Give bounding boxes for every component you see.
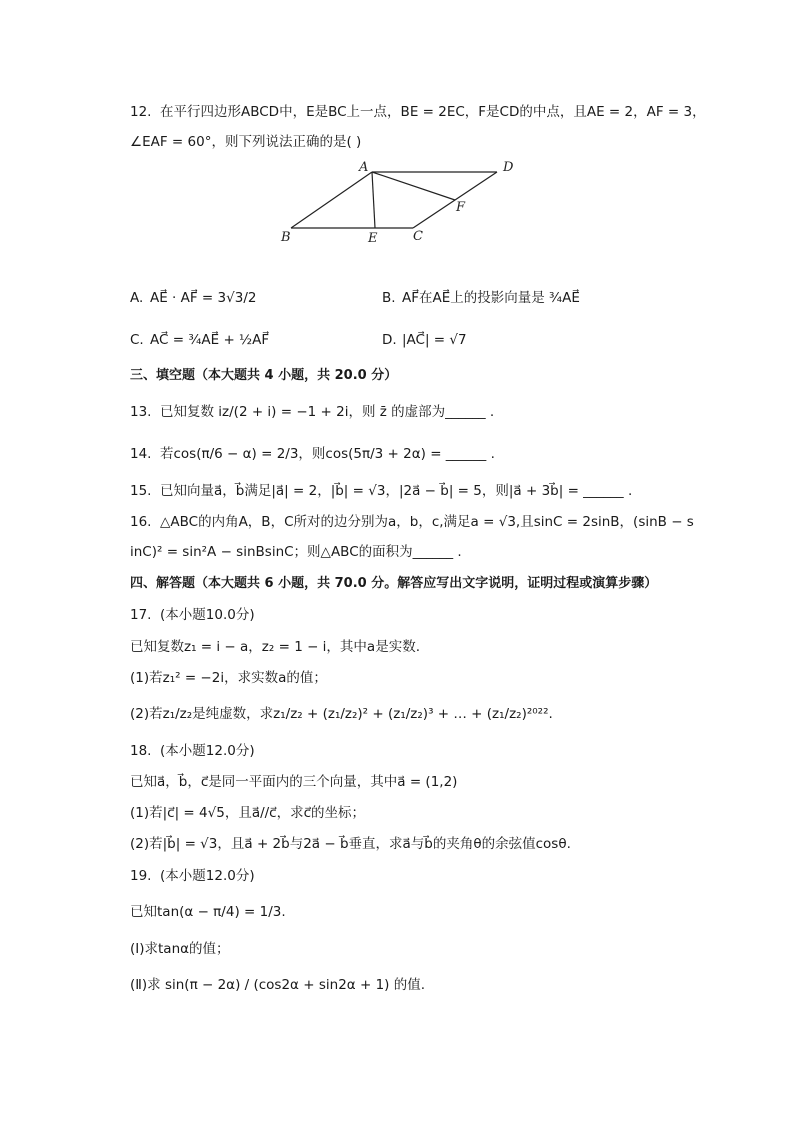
q15	[130, 481, 632, 501]
parallelogram-diagram	[270, 155, 530, 250]
q18-part2: (2)若|b⃗| = √3，且a⃗ + 2b⃗与2a⃗ − b⃗垂直，求a⃗与b⃗的夹角θ的余弦值cosθ.	[130, 836, 571, 852]
option-text: AF⃗在AE⃗上的投影向量是 ¾AE⃗	[402, 290, 580, 306]
q19-header	[130, 866, 255, 886]
q12-line2: ∠EAF = 60°，则下列说法正确的是( )	[130, 134, 362, 150]
q17-score: (本小题10.0分)	[160, 607, 255, 623]
edge-ab	[291, 172, 372, 228]
q18-part1: (1)若|c⃗| = 4√5，且a⃗//c⃗，求c⃗的坐标；	[130, 805, 366, 821]
option-text: AC⃗ = ¾AE⃗ + ½AF⃗	[150, 332, 270, 348]
label-e: E	[368, 231, 378, 246]
q12-option-c	[130, 330, 269, 350]
q14-text: 若cos(π/6 − α) = 2/3，则cos(5π/3 + 2α) = ______ .	[160, 446, 495, 462]
q13-text: 已知复数 iz/(2 + i) = −1 + 2i，则 z̄ 的虚部为______ .	[160, 404, 495, 420]
q17-part2: (2)若z₁/z₂是纯虚数，求z₁/z₂ + (z₁/z₂)² + (z₁/z₂)³ + … + (z₁/z₂)²⁰²².	[130, 706, 553, 722]
q17-part1: (1)若z₁² = −2i，求实数a的值；	[130, 670, 327, 686]
label-a: A	[359, 160, 369, 175]
q17-header	[130, 605, 255, 625]
section4-title: 四、解答题（本大题共 6 小题，共 70.0 分。解答应写出文字说明，证明过程或演算步骤）	[130, 576, 658, 591]
parallelogram-figure	[270, 155, 530, 250]
segment-ae	[372, 172, 375, 228]
q12-line1	[130, 102, 706, 122]
q16-line2: inC)² = sin²A − sinBsinC；则△ABC的面积为______ .	[130, 544, 462, 560]
q15-number: 15.	[130, 483, 152, 499]
option-text: |AC⃗| = √7	[402, 332, 467, 348]
q14	[130, 444, 495, 464]
option-letter: D.	[382, 332, 397, 348]
q15-text: 已知向量a⃗，b⃗满足|a⃗| = 2，|b⃗| = √3，|2a⃗ − b⃗| = 5，则|a⃗ + 3b⃗| = ______ .	[160, 483, 633, 499]
label-c: C	[413, 229, 423, 244]
segment-af	[372, 172, 455, 200]
q19-score: (本小题12.0分)	[160, 868, 255, 884]
q12-stem-line1: 在平行四边形ABCD中，E是BC上一点，BE = 2EC，F是CD的中点，且AE = 2，AF = 3，	[160, 104, 706, 120]
q16-stem-line1: △ABC的内角A，B，C所对的边分别为a，b，c,满足a = √3,且sinC = 2sinB，(sinB − s	[160, 514, 694, 530]
q18-stem: 已知a⃗，b⃗，c⃗是同一平面内的三个向量，其中a⃗ = (1,2)	[130, 774, 458, 790]
option-letter: B.	[382, 290, 396, 306]
q17-number: 17.	[130, 607, 152, 623]
q13-number: 13.	[130, 404, 152, 420]
q12-option-a	[130, 288, 256, 308]
q18-header	[130, 741, 255, 761]
q14-number: 14.	[130, 446, 152, 462]
q19-stem: 已知tan(α − π/4) = 1/3.	[130, 904, 286, 920]
q16-number: 16.	[130, 514, 152, 530]
q12-option-d	[382, 330, 467, 350]
q17-stem: 已知复数z₁ = i − a，z₂ = 1 − i，其中a是实数.	[130, 639, 420, 655]
q19-part2: (Ⅱ)求 sin(π − 2α) / (cos2α + sin2α + 1) 的值.	[130, 977, 426, 993]
option-letter: C.	[130, 332, 144, 348]
q19-number: 19.	[130, 868, 152, 884]
q19-part1: (Ⅰ)求tanα的值；	[130, 941, 230, 957]
option-letter: A.	[130, 290, 144, 306]
label-b: B	[281, 230, 291, 245]
q16-line1	[130, 512, 694, 532]
q18-number: 18.	[130, 743, 152, 759]
q18-score: (本小题12.0分)	[160, 743, 255, 759]
q13	[130, 402, 494, 422]
section3-title: 三、填空题（本大题共 4 小题，共 20.0 分）	[130, 368, 398, 383]
q12-number: 12.	[130, 104, 152, 120]
label-d: D	[503, 160, 514, 175]
option-text: AE⃗ · AF⃗ = 3√3/2	[150, 290, 257, 306]
q12-option-b	[382, 288, 580, 308]
label-f: F	[456, 200, 466, 215]
